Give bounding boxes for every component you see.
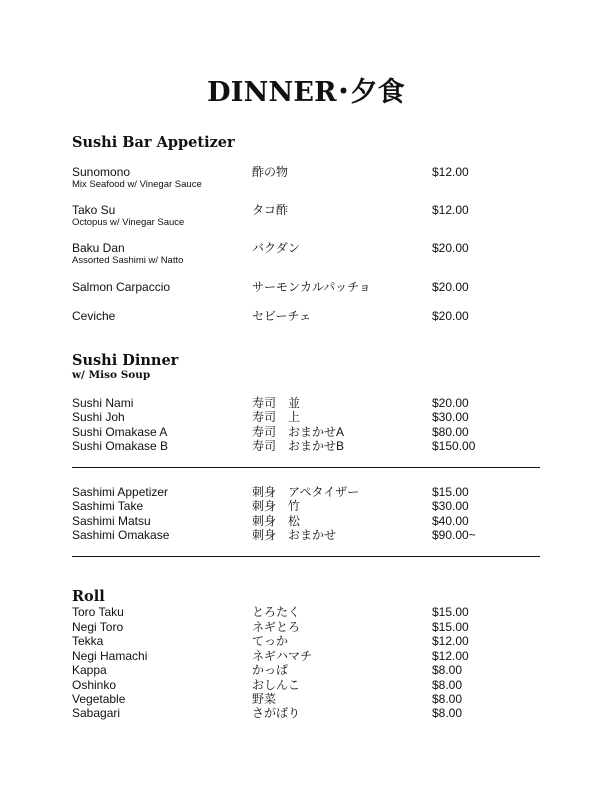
item-japanese-name: とろたく bbox=[252, 605, 301, 619]
item-name: Tako Su bbox=[72, 203, 116, 217]
menu-item bbox=[0, 634, 612, 648]
item-name: Baku Dan bbox=[72, 241, 125, 255]
menu-item bbox=[0, 203, 612, 217]
item-japanese-name: 刺身 竹 bbox=[252, 499, 301, 513]
item-japanese-name: 野菜 bbox=[252, 692, 277, 706]
item-japanese-name: バクダン bbox=[252, 241, 300, 255]
menu-item bbox=[0, 678, 612, 692]
item-description: Mix Seafood w/ Vinegar Sauce bbox=[72, 179, 202, 190]
menu-item bbox=[0, 692, 612, 706]
item-japanese-name: 酢の物 bbox=[252, 165, 289, 179]
item-japanese-name: 寿司 並 bbox=[252, 396, 301, 410]
menu-item bbox=[0, 514, 612, 528]
item-japanese-name: 寿司 上 bbox=[252, 410, 301, 424]
item-price: $12.00 bbox=[432, 649, 469, 663]
menu-item bbox=[0, 439, 612, 453]
menu-item bbox=[0, 706, 612, 720]
menu-item bbox=[0, 410, 612, 424]
item-name: Negi Hamachi bbox=[72, 649, 148, 663]
menu-item bbox=[0, 499, 612, 513]
item-japanese-name: かっぱ bbox=[252, 663, 289, 677]
section-divider bbox=[72, 556, 540, 557]
item-name: Vegetable bbox=[72, 692, 126, 706]
item-name: Sashimi Matsu bbox=[72, 514, 151, 528]
item-price: $15.00 bbox=[432, 620, 469, 634]
item-name: Negi Toro bbox=[72, 620, 124, 634]
item-name: Kappa bbox=[72, 663, 107, 677]
item-japanese-name: さがばり bbox=[252, 706, 301, 720]
item-name: Ceviche bbox=[72, 309, 116, 323]
item-japanese-name: サーモンカルパッチョ bbox=[252, 280, 371, 294]
item-name: Sushi Omakase B bbox=[72, 439, 169, 453]
menu-item bbox=[0, 280, 612, 294]
section-heading-appetizer: Sushi Bar Appetizer bbox=[72, 134, 235, 151]
section-divider bbox=[72, 467, 540, 468]
item-japanese-name: 刺身 おまかせ bbox=[252, 528, 337, 542]
item-price: $15.00 bbox=[432, 605, 469, 619]
item-name: Sashimi Omakase bbox=[72, 528, 170, 542]
menu-item bbox=[0, 620, 612, 634]
item-description: Assorted Sashimi w/ Natto bbox=[72, 255, 184, 266]
item-price: $12.00 bbox=[432, 203, 469, 217]
menu-item bbox=[0, 605, 612, 619]
item-japanese-name: 寿司 おまかせA bbox=[252, 425, 345, 439]
item-japanese-name: ネギとろ bbox=[252, 620, 301, 634]
item-name: Salmon Carpaccio bbox=[72, 280, 171, 294]
menu-item bbox=[0, 649, 612, 663]
page-title: DINNER･夕食 bbox=[207, 77, 405, 108]
item-price: $90.00~ bbox=[432, 528, 476, 542]
item-price: $150.00 bbox=[432, 439, 476, 453]
item-japanese-name: 刺身 アペタイザー bbox=[252, 485, 360, 499]
section-heading-roll: Roll bbox=[72, 588, 105, 605]
item-price: $12.00 bbox=[432, 165, 469, 179]
section-heading-sushi-dinner: Sushi Dinner bbox=[72, 352, 179, 369]
item-japanese-name: ネギハマチ bbox=[252, 649, 313, 663]
item-name: Sashimi Take bbox=[72, 499, 144, 513]
item-price: $30.00 bbox=[432, 410, 469, 424]
item-name: Sashimi Appetizer bbox=[72, 485, 169, 499]
item-price: $20.00 bbox=[432, 241, 469, 255]
item-price: $30.00 bbox=[432, 499, 469, 513]
item-price: $8.00 bbox=[432, 663, 463, 677]
menu-item bbox=[0, 241, 612, 255]
item-price: $8.00 bbox=[432, 706, 463, 720]
item-price: $20.00 bbox=[432, 309, 469, 323]
item-name: Sunomono bbox=[72, 165, 131, 179]
item-name: Sushi Joh bbox=[72, 410, 125, 424]
item-japanese-name: おしんこ bbox=[252, 678, 301, 692]
item-name: Tekka bbox=[72, 634, 104, 648]
item-price: $20.00 bbox=[432, 280, 469, 294]
menu-item bbox=[0, 485, 612, 499]
item-price: $8.00 bbox=[432, 692, 463, 706]
menu-item bbox=[0, 309, 612, 323]
menu-item bbox=[0, 396, 612, 410]
item-japanese-name: 寿司 おまかせB bbox=[252, 439, 345, 453]
item-name: Toro Taku bbox=[72, 605, 124, 619]
menu-item bbox=[0, 425, 612, 439]
item-name: Sushi Omakase A bbox=[72, 425, 168, 439]
menu-item bbox=[0, 528, 612, 542]
item-description: Octopus w/ Vinegar Sauce bbox=[72, 217, 185, 228]
item-name: Oshinko bbox=[72, 678, 117, 692]
item-name: Sabagari bbox=[72, 706, 121, 720]
menu-item bbox=[0, 165, 612, 179]
item-price: $12.00 bbox=[432, 634, 469, 648]
item-name: Sushi Nami bbox=[72, 396, 134, 410]
menu-item bbox=[0, 663, 612, 677]
item-price: $20.00 bbox=[432, 396, 469, 410]
item-japanese-name: セビーチェ bbox=[252, 309, 312, 323]
item-price: $80.00 bbox=[432, 425, 469, 439]
section-subheading: w/ Miso Soup bbox=[72, 369, 151, 381]
item-japanese-name: タコ酢 bbox=[252, 203, 289, 217]
item-price: $15.00 bbox=[432, 485, 469, 499]
item-price: $8.00 bbox=[432, 678, 463, 692]
item-japanese-name: 刺身 松 bbox=[252, 514, 301, 528]
item-japanese-name: てっか bbox=[252, 634, 289, 648]
item-price: $40.00 bbox=[432, 514, 469, 528]
